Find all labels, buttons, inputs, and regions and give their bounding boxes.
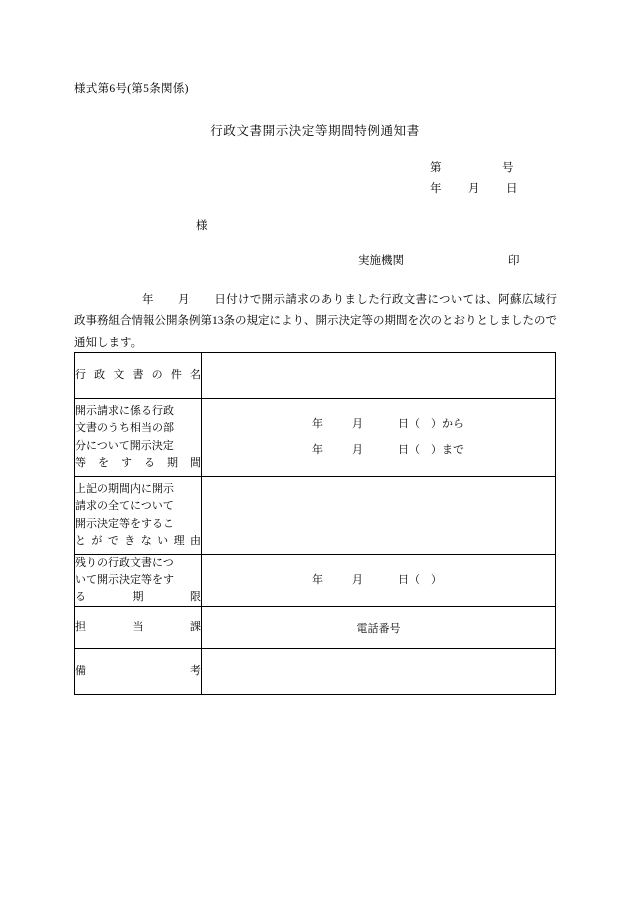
row-value-reason[interactable] xyxy=(202,477,556,555)
body-month-label: 月 xyxy=(178,294,190,306)
label-line: 等をする期間 xyxy=(75,456,201,469)
number-label: 第 xyxy=(430,162,442,174)
body-text-rest: 政事務組合情報公開条例第13条の規定により、開示決定等の期間を次のとおりとしましたので通知します。 xyxy=(74,315,557,349)
period-to-line xyxy=(202,438,555,463)
year-label: 年 xyxy=(312,443,323,456)
page-title: 行政文書開示決定等期間特例通知書 xyxy=(210,124,420,138)
date-month-label: 月 xyxy=(468,183,480,195)
label-line: る期限 xyxy=(75,591,201,604)
body-year-label: 年 xyxy=(142,294,154,306)
label-text: 担当課 xyxy=(75,621,201,634)
phone-number-label: 電話番号 xyxy=(356,622,401,635)
row-value-remaining-deadline[interactable] xyxy=(202,555,556,607)
row-value-partial-period[interactable] xyxy=(202,399,556,477)
label-line: とができない理由 xyxy=(75,534,201,547)
number-unit: 号 xyxy=(502,162,514,174)
month-label: 月 xyxy=(352,443,363,456)
document-date-line xyxy=(430,180,610,196)
table-row xyxy=(75,555,556,607)
label-line: 残りの行政文書につ xyxy=(75,557,174,569)
body-text-first: 日付けで開示請求のありました行政文書については、阿蘇広域行 xyxy=(214,294,557,306)
body-paragraph xyxy=(74,290,557,354)
row-label-department xyxy=(75,607,202,649)
table-row xyxy=(75,399,556,477)
table-row xyxy=(75,607,556,649)
year-label: 年 xyxy=(312,418,323,431)
day-label: 日（ ）から xyxy=(398,418,464,431)
label-line: 開示決定等をするこ xyxy=(75,517,174,530)
notice-table xyxy=(74,352,556,695)
day-label: 日（ ） xyxy=(398,573,442,586)
year-label: 年 xyxy=(312,573,323,586)
label-line: 文書のうち相当の部 xyxy=(75,422,174,435)
issuing-agency-row xyxy=(358,252,588,268)
date-year-label: 年 xyxy=(430,183,442,195)
label-text: 備考 xyxy=(75,665,201,678)
table-row xyxy=(75,477,556,555)
label-text: 行政文書の件名 xyxy=(75,368,201,381)
label-line: 請求の全てについて xyxy=(75,500,174,513)
row-label-reason xyxy=(75,477,202,555)
month-label: 月 xyxy=(352,418,363,431)
period-from-line xyxy=(202,412,555,437)
row-value-department[interactable] xyxy=(202,607,556,649)
label-line: いて開示決定等をす xyxy=(75,574,174,587)
date-day-label: 日 xyxy=(506,183,518,195)
label-line: 開示請求に係る行政 xyxy=(75,405,174,418)
deadline-line xyxy=(202,568,555,593)
row-label-partial-period xyxy=(75,399,202,477)
addressee-suffix: 様 xyxy=(196,220,208,232)
row-value-subject[interactable] xyxy=(202,353,556,399)
table-row xyxy=(75,649,556,695)
form-number: 様式第6号(第5条関係) xyxy=(74,83,189,95)
document-number-line xyxy=(430,159,590,175)
row-label-notes xyxy=(75,649,202,695)
row-label-subject xyxy=(75,353,202,399)
month-label: 月 xyxy=(352,573,363,586)
row-value-notes[interactable] xyxy=(202,649,556,695)
row-label-remaining-deadline xyxy=(75,555,202,607)
table-row xyxy=(75,353,556,399)
agency-label: 実施機関 xyxy=(358,255,404,267)
label-line: 上記の期間内に開示 xyxy=(75,483,174,496)
day-label: 日（ ）まで xyxy=(398,443,464,456)
label-line: 分について開示決定 xyxy=(75,439,174,452)
seal-mark: 印 xyxy=(508,255,520,267)
